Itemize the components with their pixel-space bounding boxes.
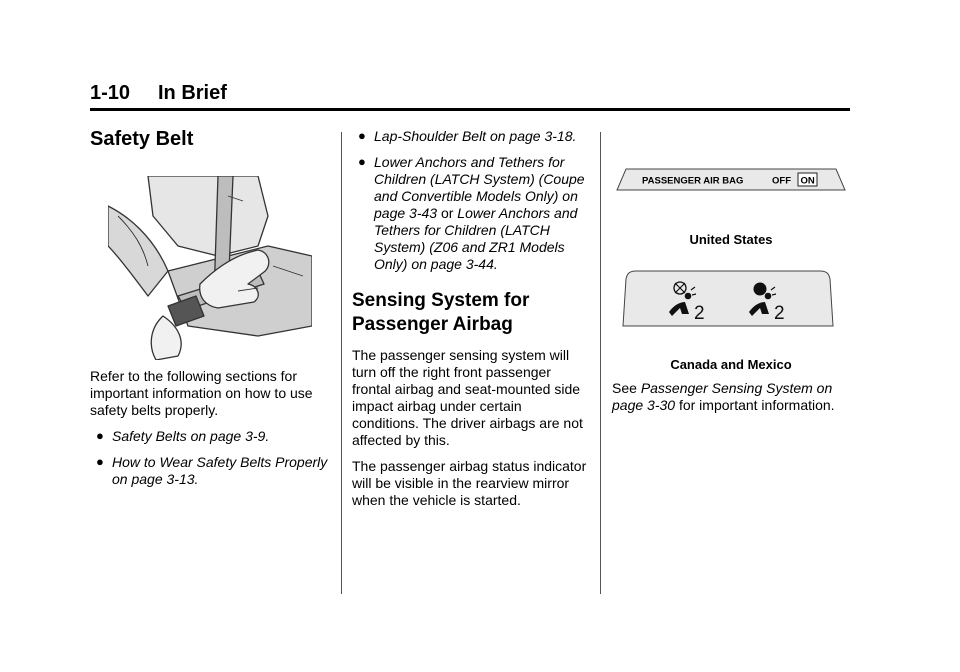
reference-link[interactable]: Lower Anchors and Tethers for Children (LATCH System) (Z06 and ZR1 Models Only) on page 3-44. [374,205,578,272]
sensing-paragraph-2: The passenger airbag status indicator will be visible in the rearview mirror when the vehicle is started. [352,458,587,508]
indicator-canada-mexico [622,270,834,328]
sensing-paragraph-1: The passenger sensing system will turn off the right front passenger frontal airbag and seat-mounted side impact airbag under certain conditions. The driver airbags are not affected by this. [352,347,583,448]
see-suffix: for important information. [678,397,835,413]
reference-link[interactable]: How to Wear Safety Belts Properly on page 3-13. [112,454,328,487]
see-prefix: See [612,380,637,396]
safety-belt-reference-list [90,428,335,488]
list-item [90,454,335,488]
bullet-icon: ● [358,154,366,169]
indicator-label: PASSENGER AIR BAG [642,175,744,187]
reference-link[interactable]: Passenger Sensing System on page 3-30 [612,380,833,413]
list-item [352,128,592,145]
safety-belt-heading: Safety Belt [90,128,194,150]
list-item [352,154,592,273]
list-item [90,428,335,445]
bullet-icon: ● [96,428,104,443]
column-3-text [612,380,852,423]
section-title: In Brief [158,82,227,104]
passenger-count-right: 2 [774,303,785,324]
indicator-off-text: OFF [772,175,791,187]
bullet-icon: ● [96,454,104,469]
column-divider-1 [341,132,342,594]
safety-belt-intro: Refer to the following sections for important information on how to use safety belts properly. [90,368,313,418]
column-2 [352,128,592,518]
page-number: 1-10 [90,82,131,104]
passenger-count-left: 2 [694,303,705,324]
conjunction-text: or [440,205,454,221]
page-header [90,80,850,110]
indicator-united-states [616,168,846,192]
sensing-system-heading: Sensing System for Passenger Airbag [352,290,530,335]
bullet-icon: ● [358,128,366,143]
caption-canada-mexico: Canada and Mexico [670,357,792,372]
indicator-on-text: ON [800,175,815,187]
reference-link[interactable]: Safety Belts on page 3-9. [112,428,270,444]
see-reference-paragraph [612,380,852,414]
belt-reference-list [352,128,592,273]
reference-link[interactable]: Lap-Shoulder Belt on page 3-18. [374,128,577,144]
column-1 [90,368,335,497]
safety-belt-illustration [108,176,312,360]
reference-link[interactable]: Lower Anchors and Tethers for Children (LATCH System) (Coupe and Convertible Models Only) on page 3-43 [374,154,585,221]
column-divider-2 [600,132,601,594]
header-rule [90,108,850,111]
caption-united-states: United States [689,232,773,247]
